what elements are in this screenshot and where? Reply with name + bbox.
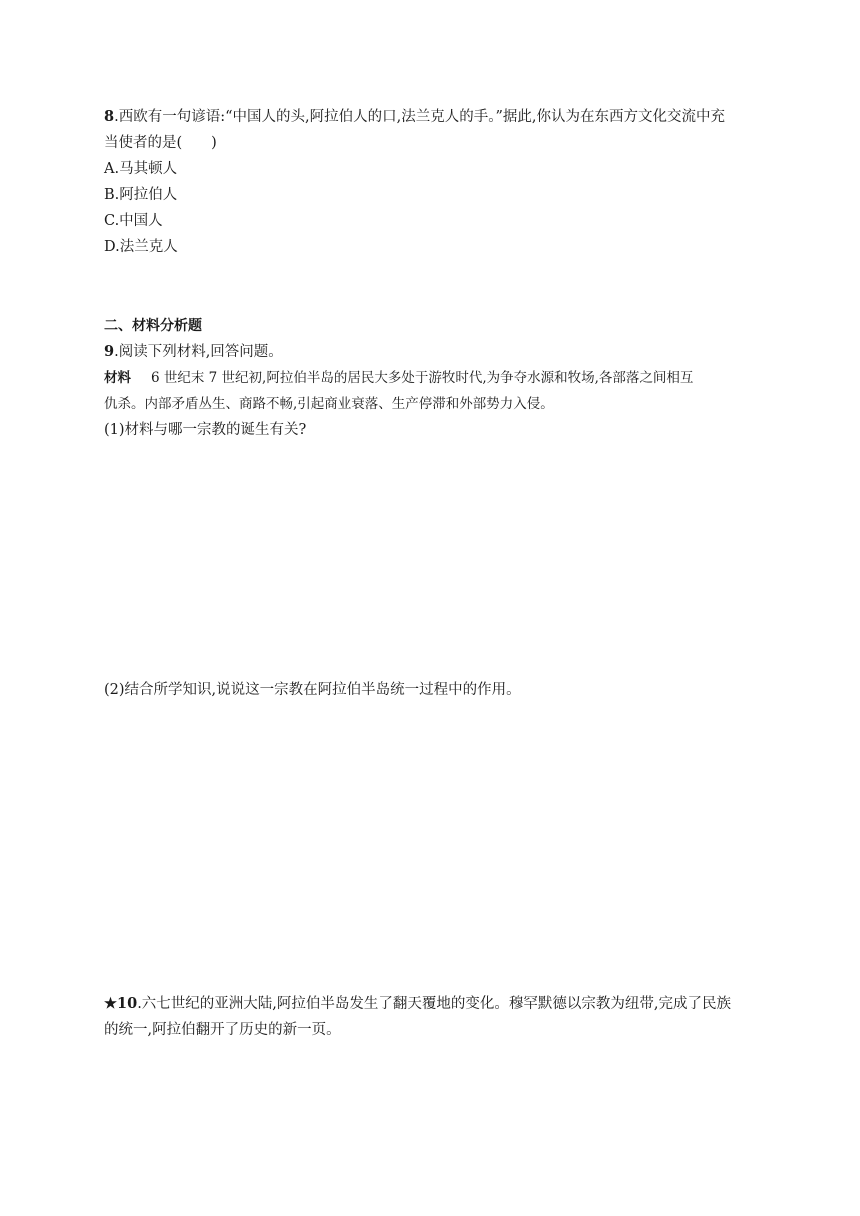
option-b: B.阿拉伯人: [104, 187, 178, 203]
material-text-1: 6 世纪末 7 世纪初,阿拉伯半岛的居民大多处于游牧时代,为争夺水源和牧场,各部落之间相互: [151, 370, 694, 386]
option-c: C.中国人: [104, 213, 163, 229]
question-10-line-2: 的统一,阿拉伯翻开了历史的新一页。: [104, 1022, 341, 1038]
question-10-text: .六七世纪的亚洲大陆,阿拉伯半岛发生了翻天覆地的变化。穆罕默德以宗教为纽带,完成了民族: [137, 996, 732, 1012]
material-label: 材料: [104, 370, 131, 386]
question-8-line-2: 当使者的是( ): [104, 135, 217, 151]
star-icon: ★: [104, 995, 117, 1012]
option-d: D.法兰克人: [104, 239, 178, 255]
question-9-sub-2: (2)结合所学知识,说说这一宗教在阿拉伯半岛统一过程中的作用。: [104, 682, 521, 698]
material-line-2: 仇杀。内部矛盾丛生、商路不畅,引起商业衰落、生产停滞和外部势力入侵。: [104, 396, 554, 412]
question-10-line-1: [104, 994, 731, 1014]
material-line-1: [104, 368, 693, 388]
question-10-number: 10: [117, 995, 138, 1012]
question-8-number: 8: [104, 108, 115, 125]
question-8-line-1: [104, 107, 725, 127]
question-9-prompt: [104, 342, 283, 362]
question-9-number: 9: [104, 343, 115, 360]
option-a: A.马其顿人: [104, 161, 178, 177]
question-8-text: .西欧有一句谚语:“中国人的头,阿拉伯人的口,法兰克人的手。”据此,你认为在东西方文化交流中充: [114, 109, 725, 125]
question-9-text: .阅读下列材料,回答问题。: [114, 344, 283, 360]
question-9-sub-1: (1)材料与哪一宗教的诞生有关?: [104, 422, 307, 438]
section-title: 二、材料分析题: [104, 318, 202, 334]
